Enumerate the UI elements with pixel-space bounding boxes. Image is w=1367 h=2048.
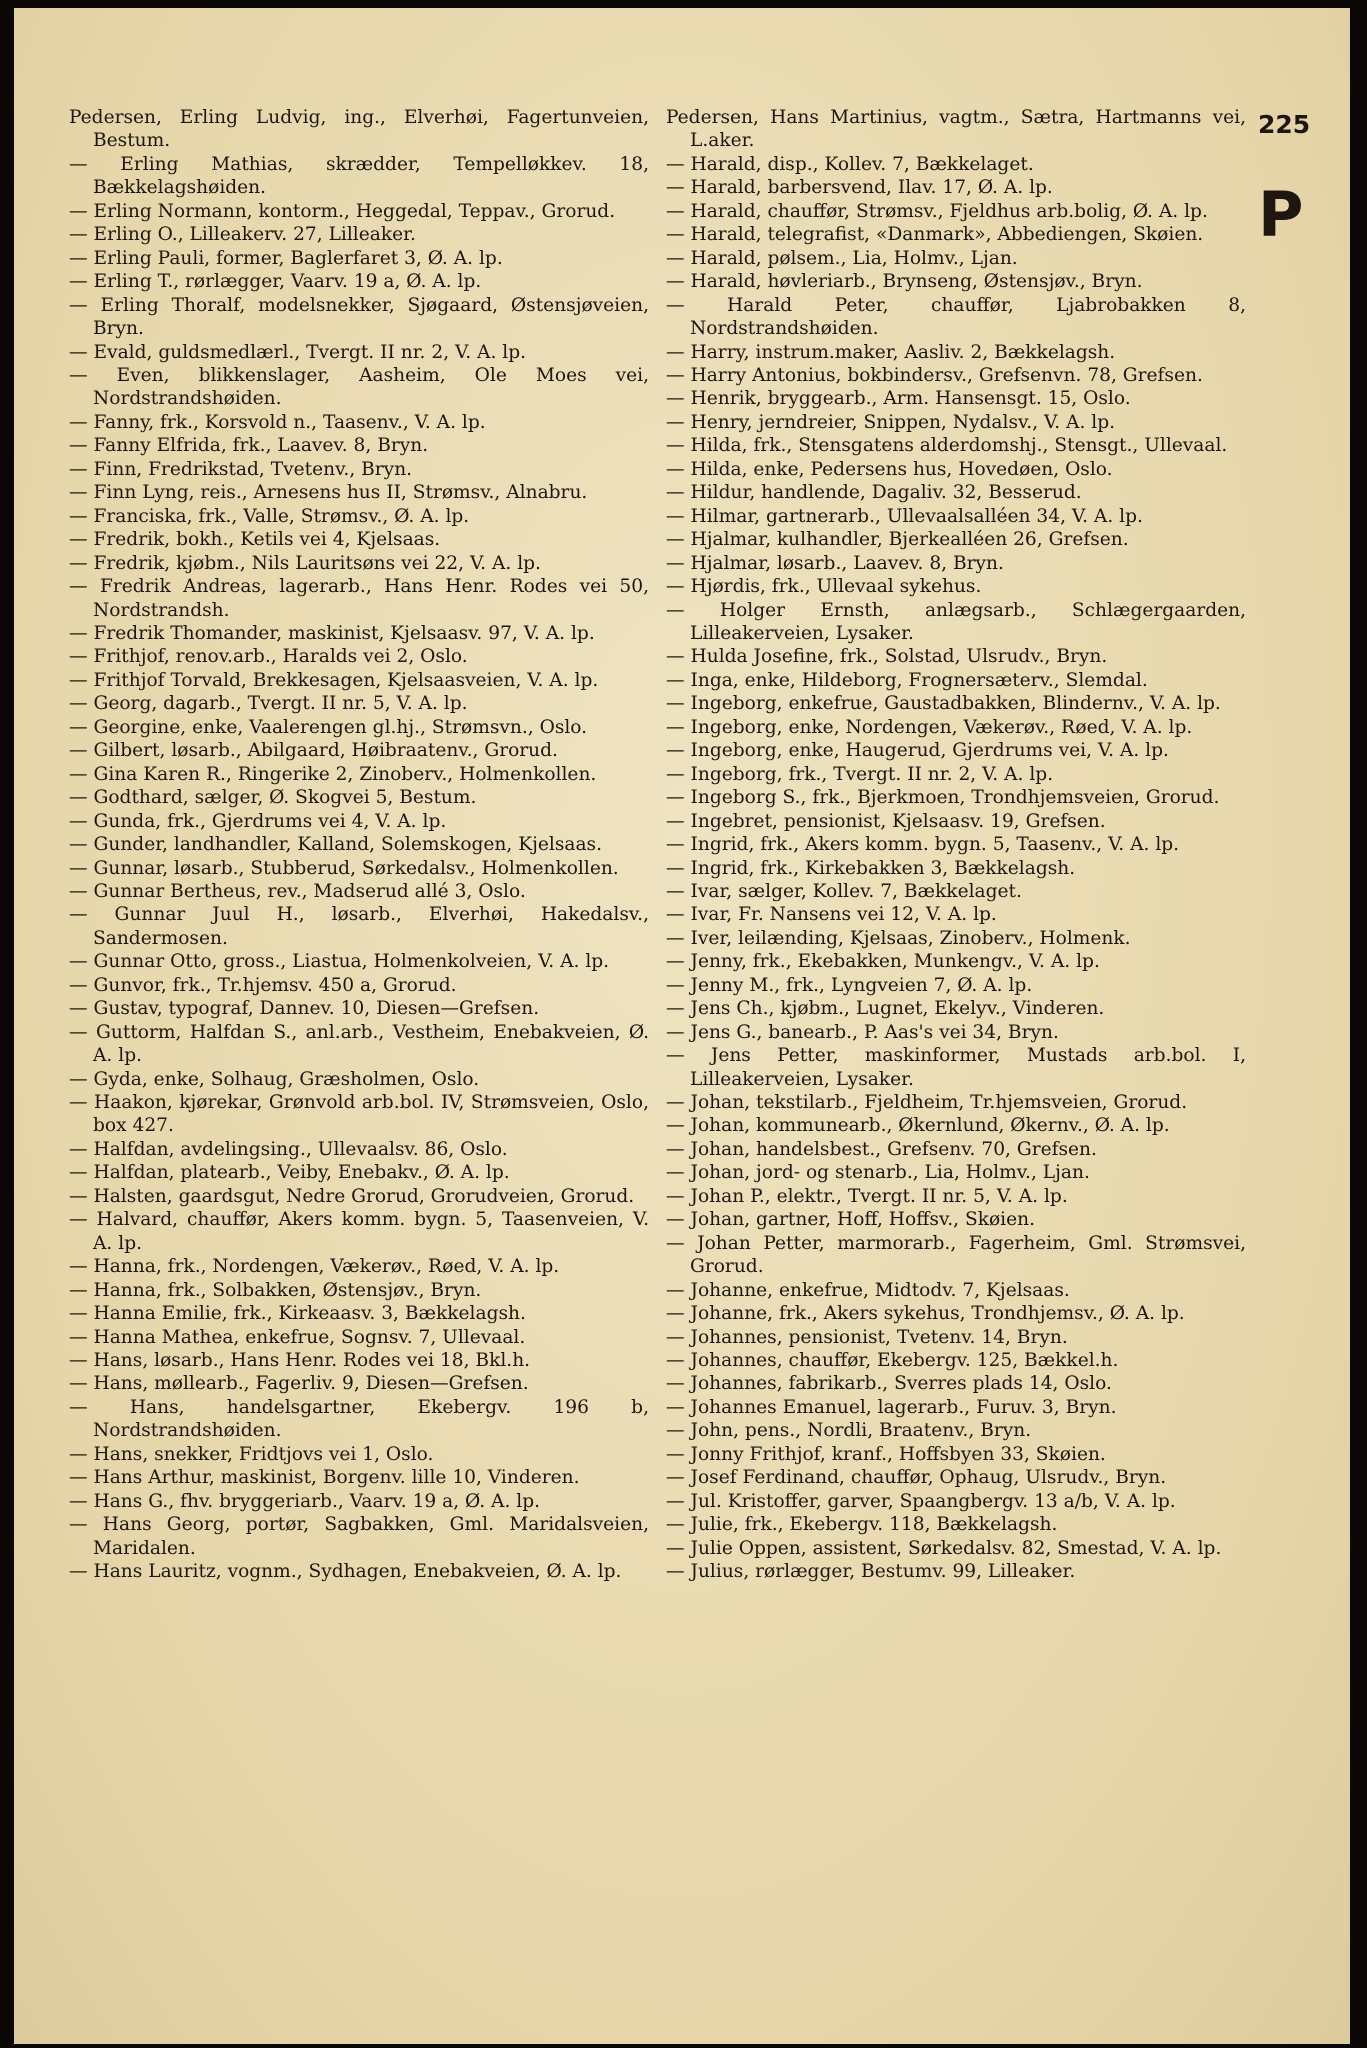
directory-entry: — Harry, instrum.maker, Aasliv. 2, Bækkelagsh. [666, 341, 1116, 363]
directory-entry: — Fredrik, kjøbm., Nils Lauritsøns vei 22, V. A. lp. [69, 552, 541, 574]
directory-entry: — Hjalmar, løsarb., Laavev. 8, Bryn. [666, 552, 1004, 574]
directory-entry: — Fanny, frk., Korsvold n., Taasenv., V. A. lp. [69, 411, 486, 433]
directory-entry: — Ingeborg, enke, Nordengen, Vækerøv., Røed, V. A. lp. [666, 716, 1193, 738]
directory-entry: — Johannes, pensionist, Tvetenv. 14, Bryn. [666, 1326, 1068, 1348]
directory-entry: — Finn Lyng, reis., Arnesens hus II, Strømsv., Alnabru. [69, 482, 588, 504]
directory-entry: — Harald, høvleriarb., Brynseng, Østensjøv., Bryn. [666, 271, 1143, 293]
directory-entry: — Erling O., Lilleakerv. 27, Lilleaker. [69, 224, 416, 246]
directory-entry: — Halfdan, avdelingsing., Ullevaalsv. 86, Oslo. [69, 1138, 508, 1160]
directory-entry: — Fanny Elfrida, frk., Laavev. 8, Bryn. [69, 435, 429, 457]
directory-entry: — Hans, snekker, Fridtjovs vei 1, Oslo. [69, 1443, 434, 1465]
directory-entry: — Hilda, enke, Pedersens hus, Hovedøen, Oslo. [666, 458, 1113, 480]
directory-entry: — Julie, frk., Ekebergv. 118, Bækkelagsh. [666, 1514, 1058, 1536]
directory-entry: — Gunnar, løsarb., Stubberud, Sørkedalsv., Holmenkollen. [69, 857, 619, 879]
directory-entry: — Julius, rørlægger, Bestumv. 99, Lilleaker. [666, 1561, 1076, 1583]
directory-entry: — Hjørdis, frk., Ullevaal sykehus. [666, 576, 982, 598]
directory-entry: — Jenny M., frk., Lyngveien 7, Ø. A. lp. [666, 974, 1033, 996]
directory-entry: — Erling Normann, kontorm., Heggedal, Teppav., Grorud. [69, 200, 616, 222]
directory-entry: — Johan, jord- og stenarb., Lia, Holmv., Ljan. [666, 1162, 1090, 1184]
directory-entry: — Jens Ch., kjøbm., Lugnet, Ekelyv., Vinderen. [666, 998, 1105, 1020]
directory-entry: — Harry Antonius, bokbindersv., Grefsenvn. 78, Grefsen. [666, 364, 1203, 386]
directory-entry: — Erling Mathias, skrædder, Tempelløkkev. 18, Bækkelagshøiden. [69, 153, 649, 199]
directory-entry: — Harald, barbersvend, Ilav. 17, Ø. A. lp. [666, 177, 1053, 199]
directory-entry: — Ivar, Fr. Nansens vei 12, V. A. lp. [666, 904, 997, 926]
directory-entry: — Hans Georg, portør, Sagbakken, Gml. Maridalsveien, Maridalen. [69, 1514, 649, 1559]
right-column [666, 106, 1246, 1584]
directory-entry: — Gyda, enke, Solhaug, Græsholmen, Oslo. [69, 1068, 480, 1090]
directory-entry: — Even, blikkenslager, Aasheim, Ole Moes vei, Nordstrandshøiden. [69, 364, 649, 410]
directory-entry: — Hans G., fhv. bryggeriarb., Vaarv. 19 a, Ø. A. lp. [69, 1490, 541, 1512]
directory-entry: — Johanne, enkefrue, Midtodv. 7, Kjelsaas. [666, 1279, 1070, 1301]
directory-entry: — Hildur, handlende, Dagaliv. 32, Besserud. [666, 482, 1082, 504]
directory-entry: — Gunnar Bertheus, rev., Madserud allé 3, Oslo. [69, 880, 526, 902]
directory-entry: — Gunda, frk., Gjerdrums vei 4, V. A. lp. [69, 810, 447, 832]
directory-entry: — Hans, løsarb., Hans Henr. Rodes vei 18, Bkl.h. [69, 1350, 531, 1372]
directory-entry: — Ingeborg, frk., Tvergt. II nr. 2, V. A. lp. [666, 763, 1054, 785]
directory-entry: — Hanna Mathea, enkefrue, Sognsv. 7, Ullevaal. [69, 1326, 526, 1348]
directory-entry: — Ivar, sælger, Kollev. 7, Bækkelaget. [666, 880, 1022, 902]
directory-entry: — Ingeborg S., frk., Bjerkmoen, Trondhjemsveien, Grorud. [666, 787, 1220, 809]
directory-entry: — Johanne, frk., Akers sykehus, Trondhjemsv., Ø. A. lp. [666, 1303, 1185, 1325]
directory-entry: — Hulda Josefine, frk., Solstad, Ulsrudv., Bryn. [666, 646, 1108, 668]
directory-entry: — Evald, guldsmedlærl., Tvergt. II nr. 2, V. A. lp. [69, 341, 527, 363]
directory-entry: — Harald, chauffør, Strømsv., Fjeldhus arb.bolig, Ø. A. lp. [666, 200, 1208, 222]
directory-entry: Pedersen, Erling Ludvig, ing., Elverhøi, Fagertunveien, Bestum. [69, 107, 649, 152]
directory-entry: — Johan, tekstilarb., Fjeldheim, Tr.hjemsveien, Grorud. [666, 1092, 1188, 1114]
directory-entry: — Henry, jerndreier, Snippen, Nydalsv., V. A. lp. [666, 411, 1116, 433]
directory-entry: — Georg, dagarb., Tvergt. II nr. 5, V. A. lp. [69, 693, 468, 715]
directory-entry: — Harald, telegrafist, «Danmark», Abbediengen, Skøien. [666, 224, 1204, 246]
directory-entry: — Fredrik Thomander, maskinist, Kjelsaasv. 97, V. A. lp. [69, 622, 595, 644]
directory-entry: — Hilda, frk., Stensgatens alderdomshj., Stensgt., Ullevaal. [666, 435, 1228, 457]
directory-entry: — Hanna, frk., Nordengen, Vækerøv., Røed, V. A. lp. [69, 1256, 560, 1278]
directory-entry: — Hans, handelsgartner, Ekebergv. 196 b, Nordstrandshøiden. [69, 1396, 649, 1442]
directory-entry: — Haakon, kjørekar, Grønvold arb.bol. IV, Strømsveien, Oslo, box 427. [69, 1092, 649, 1137]
directory-entry: — Harald, disp., Kollev. 7, Bækkelaget. [666, 153, 1034, 175]
directory-entry: — Erling Thoralf, modelsnekker, Sjøgaard, Østensjøveien, Bryn. [69, 294, 649, 340]
directory-entry: — Johan P., elektr., Tvergt. II nr. 5, V. A. lp. [666, 1185, 1068, 1207]
directory-entry: — Godthard, sælger, Ø. Skogvei 5, Bestum. [69, 787, 477, 809]
directory-entry: — Jenny, frk., Ekebakken, Munkengv., V. A. lp. [666, 951, 1100, 973]
directory-entry: — Henrik, bryggearb., Arm. Hansensgt. 15, Oslo. [666, 388, 1131, 410]
section-letter: P [1258, 178, 1304, 251]
directory-entry: — Johannes, chauffør, Ekebergv. 125, Bækkel.h. [666, 1350, 1119, 1372]
directory-entry: — Jul. Kristoffer, garver, Spaangbergv. 13 a/b, V. A. lp. [666, 1490, 1176, 1512]
directory-entry: — Hanna, frk., Solbakken, Østensjøv., Bryn. [69, 1279, 482, 1301]
directory-entry: — Gilbert, løsarb., Abilgaard, Høibraatenv., Grorud. [69, 740, 558, 762]
directory-entry: — Gunnar Otto, gross., Liastua, Holmenkolveien, V. A. lp. [69, 951, 610, 973]
directory-entry: — Inga, enke, Hildeborg, Frognersæterv., Slemdal. [666, 669, 1148, 691]
directory-entry: — Hans Lauritz, vognm., Sydhagen, Enebakveien, Ø. A. lp. [69, 1561, 622, 1583]
directory-entry: — Gunvor, frk., Tr.hjemsv. 450 a, Grorud. [69, 974, 457, 996]
directory-entry: — Harald, pølsem., Lia, Holmv., Ljan. [666, 247, 1018, 269]
directory-entry: — Halsten, gaardsgut, Nedre Grorud, Grorudveien, Grorud. [69, 1185, 635, 1207]
directory-entry: — Frithjof Torvald, Brekkesagen, Kjelsaasveien, V. A. lp. [69, 669, 599, 691]
directory-entry: — Ingeborg, enke, Haugerud, Gjerdrums vei, V. A. lp. [666, 740, 1169, 762]
directory-entry: — Jens G., banearb., P. Aas's vei 34, Bryn. [666, 1021, 1059, 1043]
directory-entry: — Fredrik Andreas, lagerarb., Hans Henr. Rodes vei 50, Nordstrandsh. [69, 576, 649, 621]
directory-entry: — Hanna Emilie, frk., Kirkeaasv. 3, Bækkelagsh. [69, 1303, 526, 1325]
directory-entry: — Gunnar Juul H., løsarb., Elverhøi, Hakedalsv., Sandermosen. [69, 904, 649, 949]
directory-entry: — Jonny Frithjof, kranf., Hoffsbyen 33, Skøien. [666, 1443, 1106, 1465]
directory-entry: — Ingrid, frk., Kirkebakken 3, Bækkelagsh. [666, 857, 1076, 879]
directory-entry: — Josef Ferdinand, chauffør, Ophaug, Ulsrudv., Bryn. [666, 1467, 1167, 1489]
left-column [69, 106, 649, 1584]
directory-entry: — Johan, kommunearb., Økernlund, Økernv., Ø. A. lp. [666, 1115, 1170, 1137]
directory-entry: — Franciska, frk., Valle, Strømsv., Ø. A. lp. [69, 505, 470, 527]
directory-entry: — Halfdan, platearb., Veiby, Enebakv., Ø. A. lp. [69, 1162, 510, 1184]
directory-entry: — Iver, leilænding, Kjelsaas, Zinoberv., Holmenk. [666, 927, 1131, 949]
directory-entry: — Hans, møllearb., Fagerliv. 9, Diesen—Grefsen. [69, 1373, 529, 1395]
directory-entry: — Johan, gartner, Hoff, Hoffsv., Skøien. [666, 1209, 1036, 1231]
directory-entry: — Gustav, typograf, Dannev. 10, Diesen—Grefsen. [69, 998, 540, 1020]
directory-entry: — Ingrid, frk., Akers komm. bygn. 5, Taasenv., V. A. lp. [666, 834, 1180, 856]
directory-entry: — Johannes, fabrikarb., Sverres plads 14, Oslo. [666, 1373, 1112, 1395]
directory-entry: — Hans Arthur, maskinist, Borgenv. lille 10, Vinderen. [69, 1467, 580, 1489]
directory-entry: — Frithjof, renov.arb., Haralds vei 2, Oslo. [69, 646, 468, 668]
directory-entry: — Finn, Fredrikstad, Tvetenv., Bryn. [69, 458, 413, 480]
directory-entry: — Holger Ernsth, anlægsarb., Schlægergaarden, Lilleakerveien, Lysaker. [666, 599, 1246, 644]
directory-entry: — Georgine, enke, Vaalerengen gl.hj., Strømsvn., Oslo. [69, 716, 588, 738]
page-number: 225 [1258, 110, 1311, 139]
directory-entry: — Hilmar, gartnerarb., Ullevaalsalléen 34, V. A. lp. [666, 505, 1143, 527]
directory-entry: — Ingebret, pensionist, Kjelsaasv. 19, Grefsen. [666, 810, 1106, 832]
directory-entry: — Gina Karen R., Ringerike 2, Zinoberv., Holmenkollen. [69, 763, 597, 785]
directory-entry: — Julie Oppen, assistent, Sørkedalsv. 82, Smestad, V. A. lp. [666, 1537, 1222, 1559]
directory-entry: — Halvard, chauffør, Akers komm. bygn. 5, Taasenveien, V. A. lp. [69, 1209, 649, 1254]
directory-entry: — Johan Petter, marmorarb., Fagerheim, Gml. Strømsvei, Grorud. [666, 1232, 1246, 1278]
directory-entry: — John, pens., Nordli, Braatenv., Bryn. [666, 1420, 1032, 1442]
directory-entry: — Johannes Emanuel, lagerarb., Furuv. 3, Bryn. [666, 1396, 1117, 1418]
directory-entry: — Fredrik, bokh., Ketils vei 4, Kjelsaas. [69, 529, 441, 551]
directory-entry: — Jens Petter, maskinformer, Mustads arb.bol. I, Lilleakerveien, Lysaker. [666, 1045, 1246, 1090]
directory-entry: — Erling Pauli, former, Baglerfaret 3, Ø. A. lp. [69, 247, 503, 269]
directory-entry: Pedersen, Hans Martinius, vagtm., Sætra, Hartmanns vei, L.aker. [666, 107, 1246, 152]
directory-entry: — Hjalmar, kulhandler, Bjerkealléen 26, Grefsen. [666, 529, 1129, 551]
directory-entry: — Erling T., rørlægger, Vaarv. 19 a, Ø. A. lp. [69, 271, 482, 293]
directory-entry: — Gunder, landhandler, Kalland, Solemskogen, Kjelsaas. [69, 834, 602, 856]
directory-entry: — Johan, handelsbest., Grefsenv. 70, Grefsen. [666, 1138, 1097, 1160]
directory-page [14, 8, 1350, 2044]
directory-entry: — Harald Peter, chauffør, Ljabrobakken 8, Nordstrandshøiden. [666, 294, 1246, 340]
directory-entry: — Guttorm, Halfdan S., anl.arb., Vestheim, Enebakveien, Ø. A. lp. [69, 1021, 649, 1067]
directory-entry: — Ingeborg, enkefrue, Gaustadbakken, Blindernv., V. A. lp. [666, 693, 1221, 715]
